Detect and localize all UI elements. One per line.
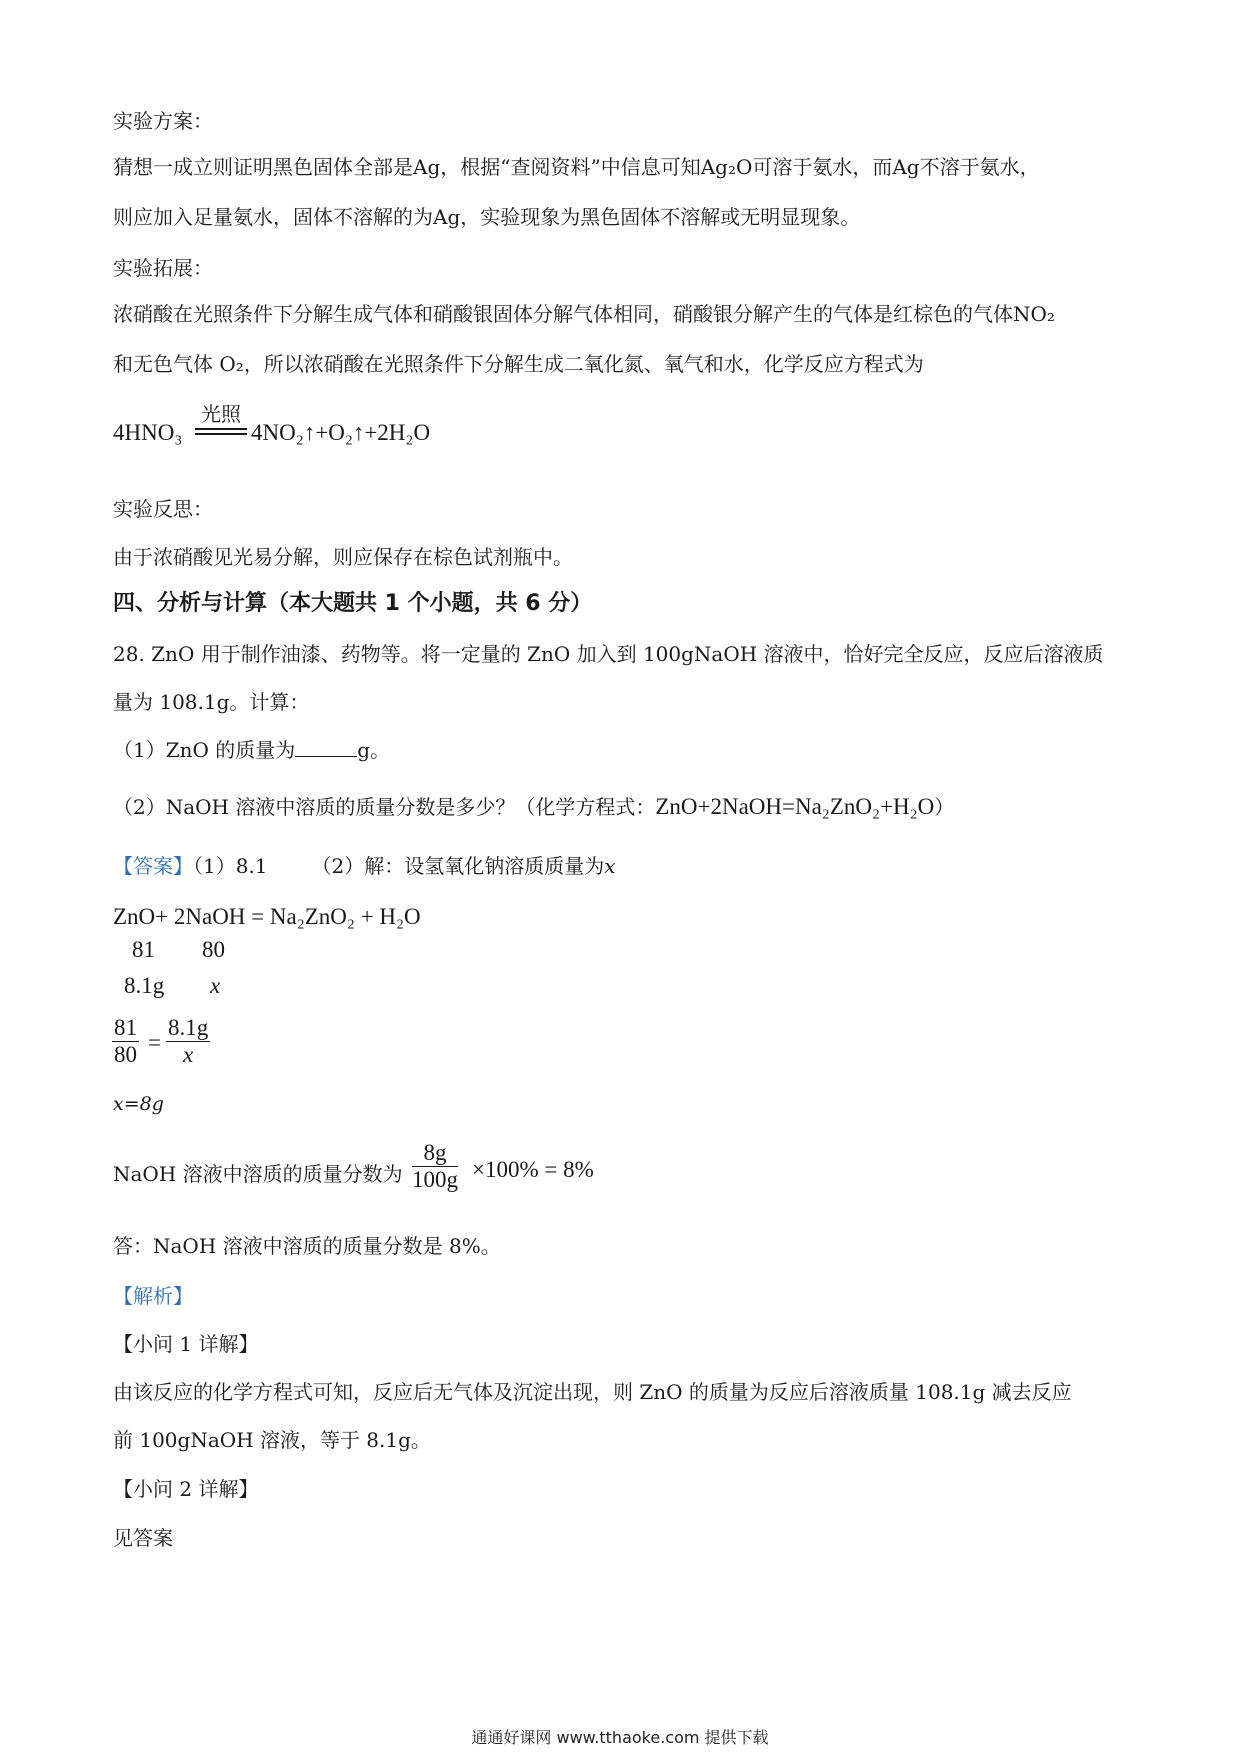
answer-part2: （2）解：设氢氧化钠溶质质量为 xyxy=(311,854,605,878)
molar-mass-naoh: 80 xyxy=(202,937,225,962)
sub2-text: （2）NaOH 溶液中溶质的质量分数是多少？（化学方程式： xyxy=(113,795,656,819)
answer-part1: （1）8.1 xyxy=(193,854,268,878)
section-heading-extension: 实验拓展： xyxy=(113,256,213,280)
paragraph-line: 见答案 xyxy=(113,1526,173,1550)
answer-label: 【答案】 xyxy=(113,854,193,878)
mass-naoh-variable: x xyxy=(210,973,221,998)
question-28-line2: 量为 108.1g。计算： xyxy=(113,690,310,714)
answer-result: x=8g xyxy=(113,1093,164,1115)
question-sub1 xyxy=(113,736,390,764)
sub2-close: ） xyxy=(934,795,955,819)
section-heading-plan: 实验方案： xyxy=(113,109,213,133)
paragraph-line: 则应加入足量氨水，固体不溶解的为Ag，实验现象为黑色固体不溶解或无明显现象。 xyxy=(113,205,861,229)
equation-nitric-acid xyxy=(113,398,593,458)
sub1-unit: g。 xyxy=(357,738,391,762)
analysis-label: 【解析】 xyxy=(113,1284,193,1308)
fraction-denominator: 80 xyxy=(114,1042,137,1067)
answer-line xyxy=(113,852,616,880)
paragraph-line: 前 100gNaOH 溶液，等于 8.1g。 xyxy=(113,1428,431,1452)
sub2-equation: ZnO+2NaOH=Na₂ZnO₂+H₂O xyxy=(655,794,935,819)
paragraph-line: 猜想一成立则证明黑色固体全部是Ag，根据“查阅资料”中信息可知Ag₂O可溶于氨水，而Ag不溶于氨水， xyxy=(113,155,1040,179)
mass-zno: 8.1g xyxy=(124,973,165,998)
answer-variable: x xyxy=(604,854,616,878)
fraction-denominator: x xyxy=(183,1042,194,1067)
question-sub2 xyxy=(113,793,954,821)
fraction-numerator: 8g xyxy=(423,1140,447,1165)
reaction-condition: 光照 xyxy=(201,402,241,426)
answer-equation: ZnO+ 2NaOH = Na₂ZnO₂ + H₂O xyxy=(113,904,421,929)
fraction-denominator: 100g xyxy=(412,1167,458,1192)
fraction-81-80 xyxy=(112,1015,139,1068)
question-28-line1: 28. ZnO 用于制作油漆、药物等。将一定量的 ZnO 加入到 100gNaOH 溶液中，恰好完全反应，反应后溶液质 xyxy=(113,642,1104,666)
section-title: 四、分析与计算（本大题共 1 个小题，共 6 分） xyxy=(113,591,593,616)
paragraph-line: 和无色气体 O₂，所以浓硝酸在光照条件下分解生成二氧化氮、氧气和水，化学反应方程式为 xyxy=(113,352,924,376)
section-heading-reflection: 实验反思： xyxy=(113,497,213,521)
final-answer: 答：NaOH 溶液中溶质的质量分数是 8%。 xyxy=(113,1234,501,1258)
answer-blank xyxy=(295,738,357,757)
fraction-numerator: 81 xyxy=(114,1015,137,1040)
footer-source: 通通好课网 www.tthaoke.com 提供下载 xyxy=(471,1728,769,1747)
analysis-sub2-title: 【小问 2 详解】 xyxy=(113,1477,259,1501)
equation-left: 4HNO₃ xyxy=(113,420,183,445)
double-bond-arrow xyxy=(195,428,247,435)
fraction-8.1g-x xyxy=(166,1015,210,1068)
paragraph-line: 由于浓硝酸见光易分解，则应保存在棕色试剂瓶中。 xyxy=(113,545,573,569)
equals-sign: = xyxy=(148,1030,161,1055)
equation-right: 4NO₂↑+O₂↑+2H₂O xyxy=(251,420,431,445)
sub1-text: （1）ZnO 的质量为 xyxy=(113,738,296,762)
paragraph-line: 由该反应的化学方程式可知，反应后无气体及沉淀出现，则 ZnO 的质量为反应后溶液质量 108.1g 减去反应 xyxy=(113,1380,1072,1404)
percentage-label: NaOH 溶液中溶质的质量分数为 xyxy=(113,1162,403,1186)
fraction-8g-100g xyxy=(412,1140,458,1193)
molar-mass-zno: 81 xyxy=(132,937,155,962)
analysis-sub1-title: 【小问 1 详解】 xyxy=(113,1332,259,1356)
paragraph-line: 浓硝酸在光照条件下分解生成气体和硝酸银固体分解气体相同，硝酸银分解产生的气体是红棕色的气体NO₂ xyxy=(113,302,1055,326)
percentage-result: ×100% = 8% xyxy=(472,1157,594,1182)
fraction-numerator: 8.1g xyxy=(168,1015,209,1040)
